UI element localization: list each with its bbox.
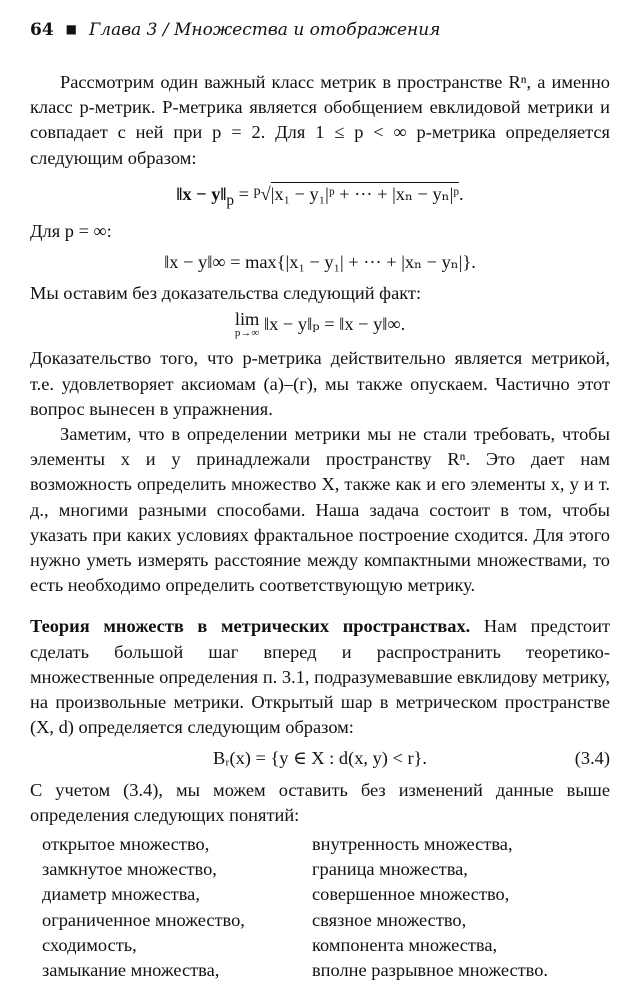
eq3-rest: ‖x − y‖ₚ = ‖x − y‖∞. (263, 314, 406, 335)
running-title: Глава 3 / Множества и отображения (89, 20, 441, 40)
equation-open-ball (30, 746, 610, 771)
paragraph-metric-spaces (30, 614, 610, 740)
term-item: граница множества, (312, 859, 468, 880)
section-heading: Теория множеств в метрических пространствах. (30, 616, 471, 637)
term-item: замыкание множества, (42, 960, 220, 981)
eq3-lim-block (234, 309, 260, 340)
paragraph-p-infinity: Для p = ∞: (30, 220, 112, 241)
eq4-number: (3.4) (574, 748, 610, 769)
eq4-body: Bᵣ(x) = {y ∈ X : d(x, y) < r}. (212, 748, 428, 769)
paragraph-p-metric-intro: Рассмотрим один важный класс метрик в пространстве Rⁿ, а именно класс p-метрик. P-метрика является обобщением евклидовой метрики и совпадает с ней при p = 2. Для 1 ≤ p < ∞ p-метрика определяется следующим образом: (30, 72, 610, 168)
page-number: 64 (30, 20, 54, 40)
section-text: Нам предстоит сделать большой шаг вперед и распространить теоретико-множественные определения п. 3.1, подразумевавшие евклидову метрику, на произвольные метрики. Открытый шар в метрическом пространстве (X, d) определяется следующим образом: (30, 616, 610, 738)
term-item: открытое множество, (42, 834, 210, 855)
eq1-rhs: |x₁ − y₁|ᵖ + ··· + |xₙ − yₙ|ᵖ (270, 183, 460, 204)
term-item: вполне разрывное множество. (312, 960, 548, 981)
term-item: ограниченное множество, (42, 909, 245, 930)
page-body (30, 70, 610, 983)
eq3-lim-sub: p→∞ (234, 327, 260, 340)
eq1-lhs: ‖x − y‖ (176, 183, 227, 204)
paragraph-definitions: С учетом (3.4), мы можем оставить без изменений данные выше определения следующих понятий: (30, 779, 610, 825)
header-bullet: ■ (65, 22, 78, 36)
paragraph-proof-omitted: Доказательство того, что p-метрика действительно является метрикой, т.е. удовлетворяет аксиомам (а)–(г), мы также опускаем. Частично этот вопрос вынесен в упражнения. (30, 348, 610, 419)
term-item: связное множество, (312, 909, 467, 930)
eq1-root-index: p (253, 183, 261, 199)
equation-p-metric: ‖x − $y‖_p = ^p√|x_1$ − y₁|ᵖ + ··· + |xₙ − yₙ|ᵖ. (176, 183, 464, 209)
paragraph-metric-remark: Заметим, что в определении метрики мы не стали требовать, чтобы элементы x и y принадлежали пространству Rⁿ. Это дает нам возможность определить множество X, также как и его элементы x, y и т. д., многими разными способами. Наша задача состоит в том, чтобы указать при каких условиях фрактальное построение сходится. Для этого нужно уметь измерять расстояние между компактными множествами, то есть необходимо определить соответствующую метрику. (30, 424, 610, 596)
term-item: внутренность множества, (312, 834, 513, 855)
running-header (30, 20, 440, 40)
equation-limit (30, 309, 610, 340)
term-item: компонента множества, (312, 934, 498, 955)
term-item: совершенное множество, (312, 884, 510, 905)
eq1-end: . (459, 183, 464, 204)
term-item: замкнутое множество, (42, 859, 217, 880)
section-gap (30, 598, 610, 614)
paragraph-fact: Мы оставим без доказательства следующий факт: (30, 283, 422, 304)
equation-infinity-metric: ‖x − y‖∞ = max{|x₁ − y₁| + ··· + |xₙ − yₙ|}. (164, 252, 476, 273)
eq1-sub: p (226, 191, 235, 209)
term-item: сходимость, (42, 934, 137, 955)
terms-list (42, 832, 610, 983)
term-item: диаметр множества, (42, 884, 200, 905)
eq3-lim: lim (234, 309, 260, 330)
